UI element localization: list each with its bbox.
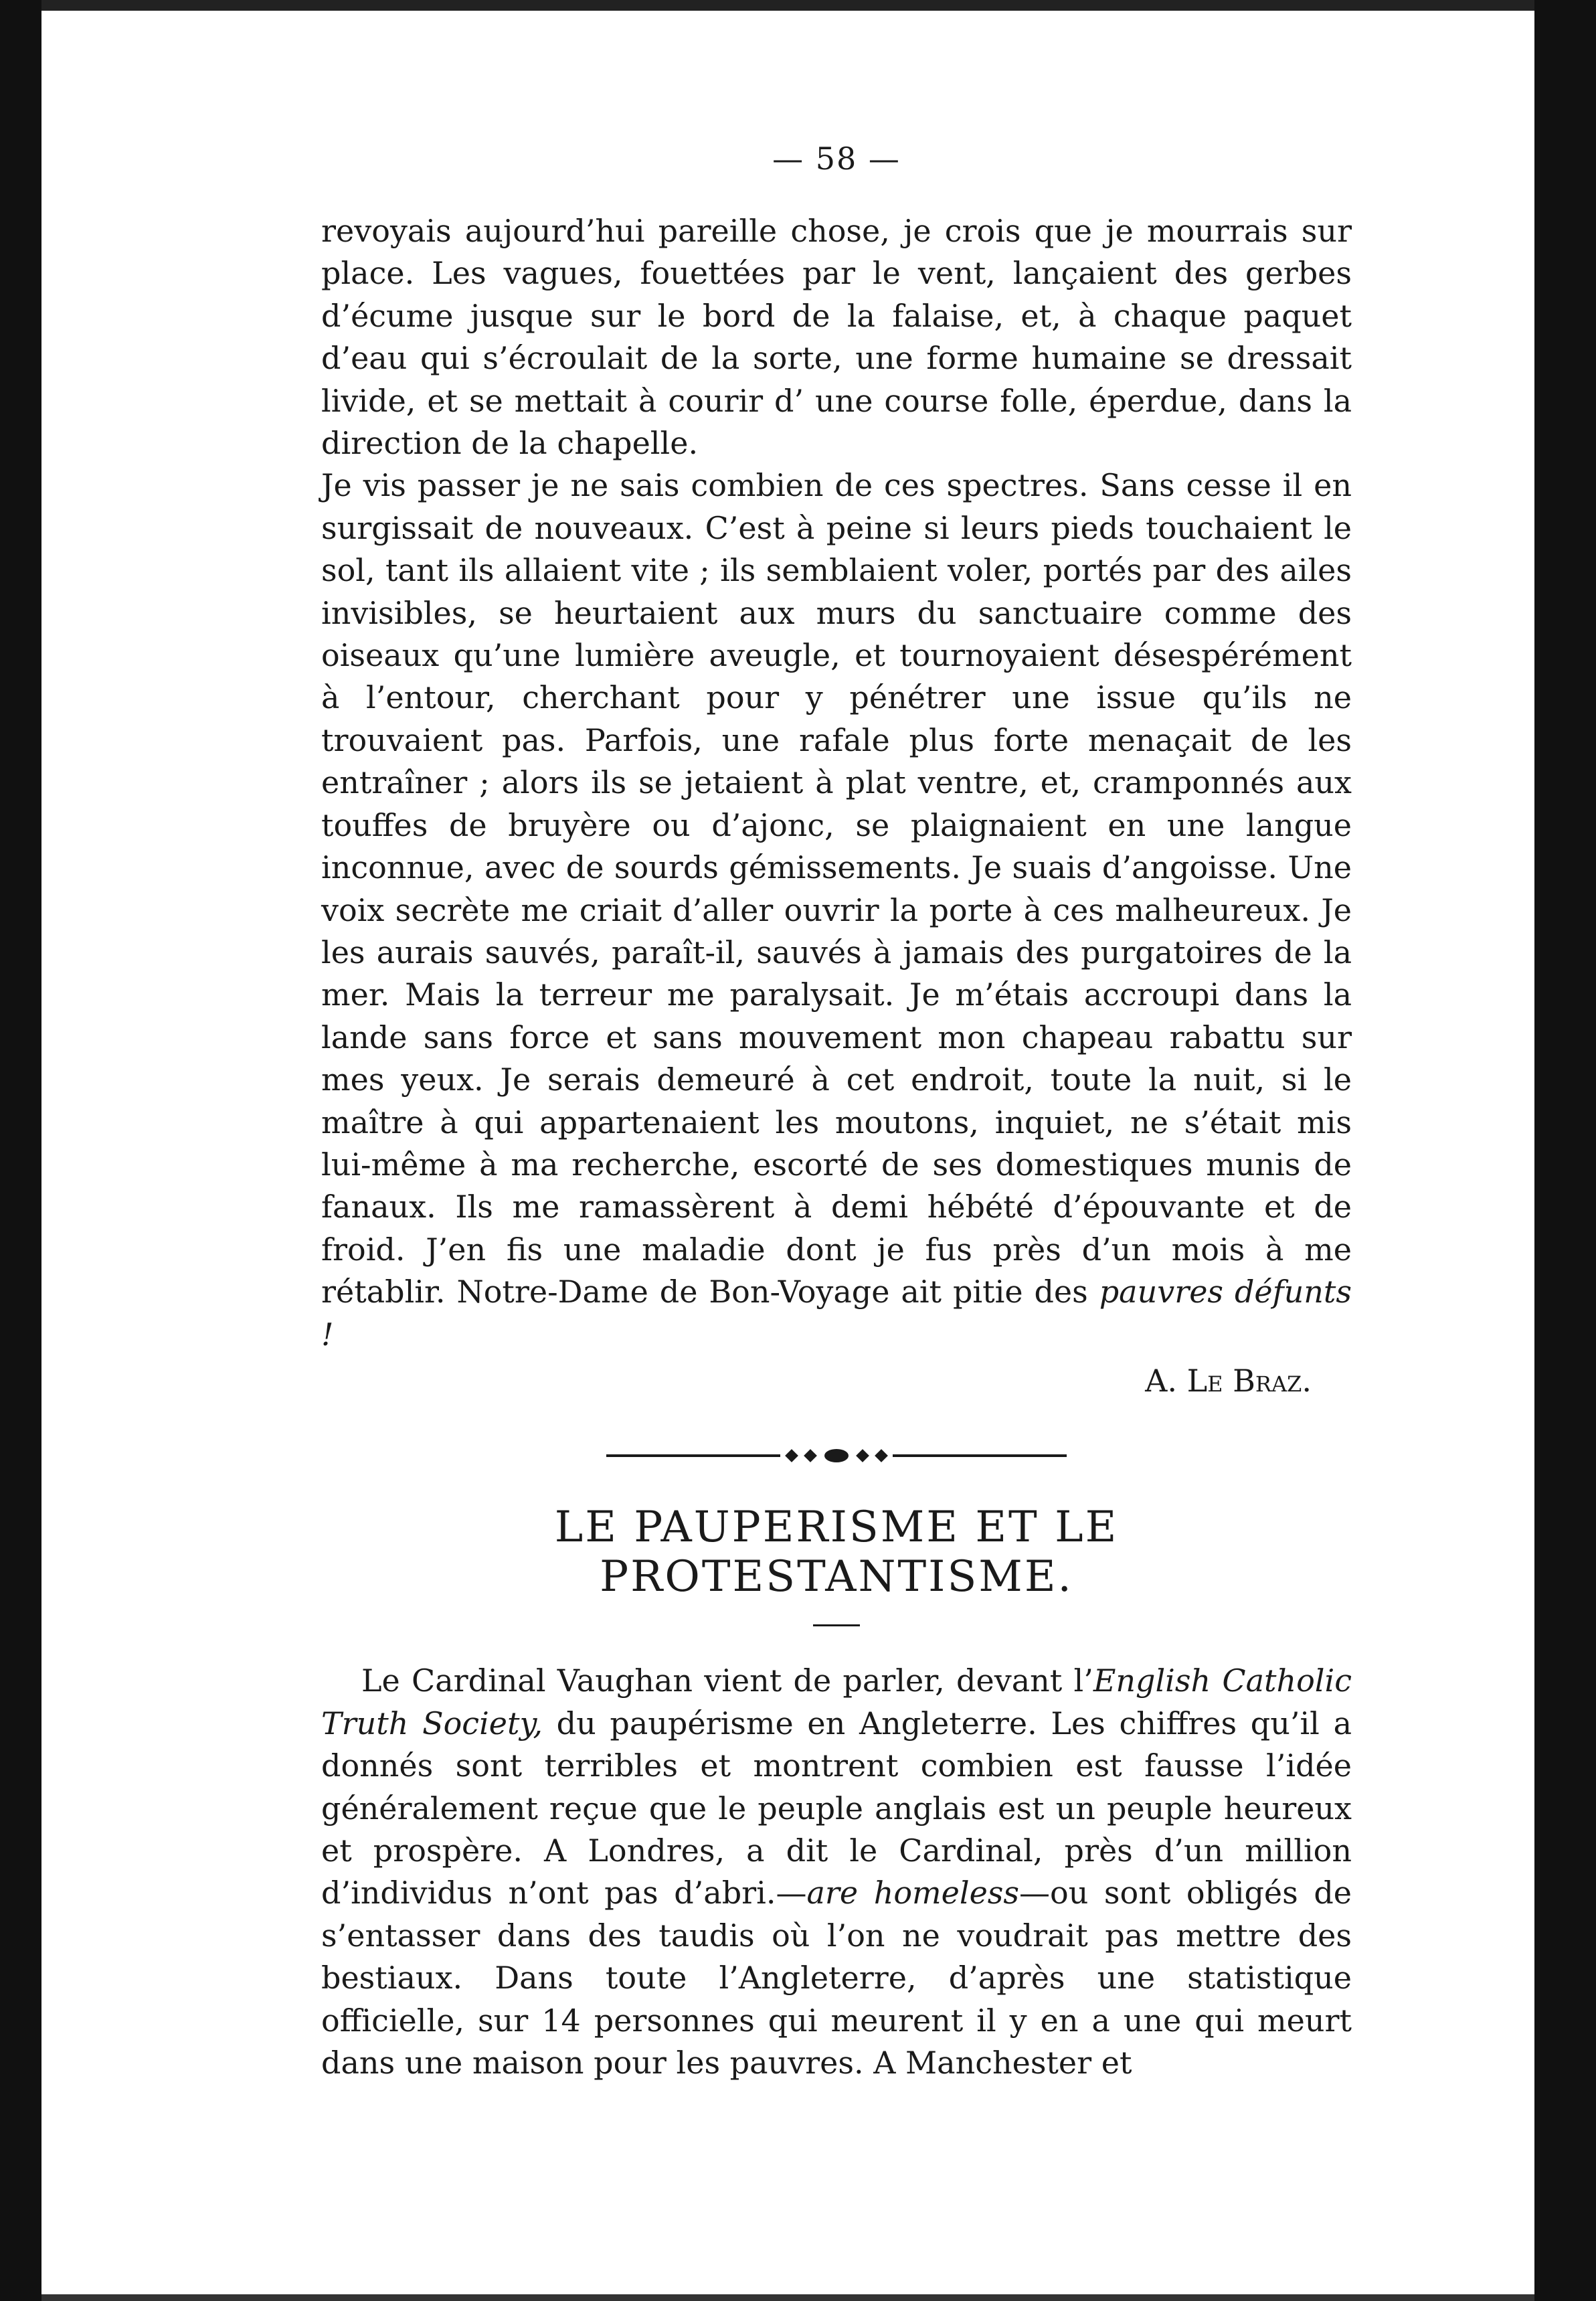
section-divider-ornament [321, 1449, 1352, 1462]
paragraph-3-start: Le Cardinal Vaughan vient de parler, devant l’ [361, 1663, 1093, 1699]
scan-border-bottom [41, 2294, 1534, 2301]
diamond-icon [875, 1449, 888, 1462]
paragraph-1: revoyais aujourd’hui pareille chose, je crois que je mourrais sur place. Les vagues, fouettées par le vent, lançaient des gerbes d’écume jusque sur le bord de la falaise, et, à chaque paquet d’eau qui s’écroulait de la sorte, une forme humaine se dressait livide, et se mettait à courir d’ une course folle, éperdue, dans la direction de la chapelle. [321, 213, 1352, 462]
author-signature: A. Le Braz. [1145, 1362, 1312, 1399]
diamond-icon [856, 1449, 869, 1462]
italic-ending: pauvres défunts ! [321, 1274, 1352, 1353]
diamond-icon [785, 1449, 798, 1462]
paragraph-2 [321, 464, 1352, 1356]
divider-line-right [893, 1454, 1067, 1457]
scan-border-left [0, 0, 41, 2301]
scan-border-top [41, 0, 1534, 11]
scan-border-right [1534, 0, 1596, 2301]
divider-line-left [606, 1454, 780, 1457]
paragraph-2-text: Je vis passer je ne sais combien de ces spectres. Sans cesse il en surgissait de nouveaux. C’est à peine si leurs pieds touchaient le sol, tant ils allaient vite ; ils semblaient voler, portés par des ailes invisibles, se heurtaient aux murs du sanctuaire comme des oiseaux qu’une lumière aveugle, et tournoyaient désespérément à l’entour, cherchant pour y pénétrer une issue qu’ils ne trouvaient pas. Parfois, une rafale plus forte menaçait de les entraîner ; alors ils se jetaient à plat ventre, et, cramponnés aux touffes de bruyère ou d’ajonc, se plaignaient en une langue inconnue, avec de sourds gémissements. Je suais d’angoisse. Une voix secrète me criait d’aller ouvrir la porte à ces malheureux. Je les aurais sauvés, paraît-il, sauvés à jamais des purgatoires de la mer. Mais la terreur me paralysait. Je m’étais accroupi dans la lande sans force et sans mouvement mon chapeau rabattu sur mes yeux. Je serais demeuré à cet endroit, toute la nuit, si le maître à qui appartenaient les moutons, inquiet, ne s’était mis lui-même à ma recherche, escorté de ses domestiques munis de fanaux. Ils me ramassèrent à demi hébété d’épouvante et de froid. J’en fis une maladie dont je fus près d’un mois à me rétablir. Notre-Dame de Bon-Voyage ait pitie des [321, 467, 1352, 1310]
diamond-icon [804, 1449, 817, 1462]
paragraph-3 [321, 1660, 1352, 2084]
section-title: LE PAUPERISME ET LE PROTESTANTISME. [554, 1503, 1119, 1602]
title-underline-rule [813, 1624, 860, 1626]
lozenge-icon [824, 1449, 849, 1462]
page-number: — 58 — [772, 141, 901, 177]
italic-society-name: English Catholic Truth Society, [321, 1663, 1352, 1741]
divider-diamonds [787, 1449, 886, 1462]
italic-homeless: are homeless [806, 1875, 1020, 1911]
document-page [321, 141, 1352, 2084]
paragraph-3-end: —ou sont obligés de s’entasser dans des taudis où l’on ne voudrait pas mettre des bestiaux. Dans toute l’Angleterre, d’après une statistique officielle, sur 14 personnes qui meurent il y en a une qui meurt dans une maison pour les pauvres. A Manchester et [321, 1875, 1352, 2081]
paragraph-3-middle: du paupérisme en Angleterre. Les chiffres qu’il a donnés sont terribles et montrent combien est fausse l’idée généralement reçue que le peuple anglais est un peuple heureux et prospère. A Londres, a dit le Cardinal, près d’un million d’individus n’ont pas d’abri.— [321, 1705, 1352, 1911]
